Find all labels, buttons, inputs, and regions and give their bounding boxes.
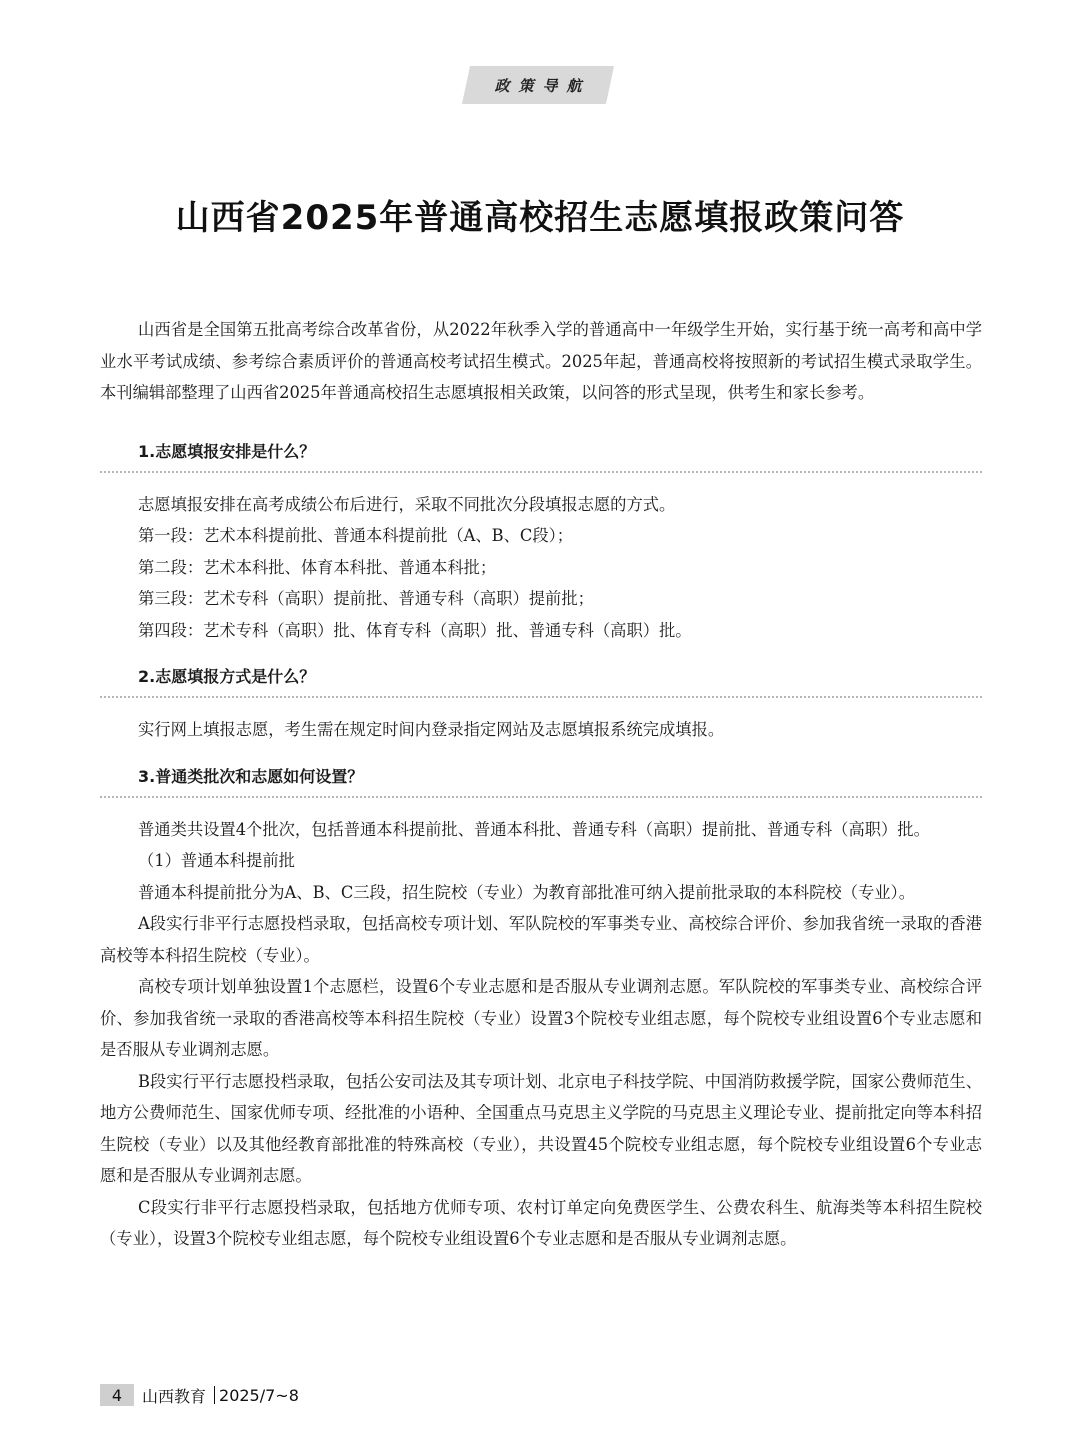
question-heading: 1.志愿填报安排是什么？ [138, 441, 316, 461]
question-heading: 2.志愿填报方式是什么？ [138, 667, 316, 686]
paragraph: B段实行平行志愿投档录取，包括公安司法及其专项计划、北京电子科技学院、中国消防救援学院，国家公费师范生、地方公费师范生、国家优师专项、经批准的小语种、全国重点马克思主义学院的马克思主义理论专业、提前批定向等本科招生院校（专业）以及其他经教育部批准的特殊高校（专业），共设置45个院校专业组志愿，每个院校专业组设置6个专业志愿和是否服从专业调剂志愿。 [100, 1071, 982, 1185]
paragraph: 第二段：艺术本科批、体育本科批、普通本科批； [138, 557, 497, 577]
section-label: 政策导航 [494, 76, 591, 95]
intro [100, 314, 982, 409]
paragraph: C段实行非平行志愿投档录取，包括地方优师专项、农村订单定向免费医学生、公费农科生、航海类等本科招生院校（专业），设置3个院校专业组志愿，每个院校专业组设置6个专业志愿和是否服从专业调剂志愿。 [100, 1197, 982, 1248]
paragraph: （1）普通本科提前批 [138, 851, 295, 870]
paragraph: 普通本科提前批分为A、B、C三段，招生院校（专业）为教育部批准可纳入提前批录取的本科院校（专业）。 [138, 882, 915, 902]
paragraph: 第一段：艺术本科提前批、普通本科提前批（A、B、C段）； [138, 526, 574, 545]
paragraph: 实行网上填报志愿，考生需在规定时间内登录指定网站及志愿填报系统完成填报。 [138, 720, 725, 739]
magazine-name: 山西教育 [142, 1386, 207, 1406]
page-title: 山西省2025年普通高校招生志愿填报政策问答 [175, 198, 905, 238]
paragraph: A段实行非平行志愿投档录取，包括高校专项计划、军队院校的军事类专业、高校综合评价、参加我省统一录取的香港高校等本科招生院校（专业）。 [100, 914, 982, 965]
paragraph: 高校专项计划单独设置1个志愿栏，设置6个专业志愿和是否服从专业调剂志愿。军队院校的军事类专业、高校综合评价、参加我省统一录取的香港高校等本科招生院校（专业）设置3个院校专业组志愿，每个院校专业组设置6个专业志愿和是否服从专业调剂志愿。 [100, 977, 982, 1059]
question-section [100, 439, 982, 647]
question-section [100, 764, 982, 1255]
paragraph: 志愿填报安排在高考成绩公布后进行，采取不同批次分段填报志愿的方式。 [138, 494, 676, 514]
question-section [100, 664, 982, 746]
paragraph: 第四段：艺术专科（高职）批、体育专科（高职）批、普通专科（高职）批。 [138, 620, 692, 640]
paragraph: 第三段：艺术专科（高职）提前批、普通专科（高职）提前批； [138, 589, 594, 608]
page-footer [100, 1384, 299, 1406]
article-body [100, 314, 982, 1255]
divider [100, 796, 982, 798]
paragraph: 普通类共设置4个批次，包括普通本科提前批、普通本科批、普通专科（高职）提前批、普通专科（高职）批。 [138, 819, 930, 839]
footer-divider [214, 1386, 215, 1404]
section-tab [471, 66, 605, 104]
issue-number: 2025/7~8 [219, 1385, 299, 1405]
page-number: 4 [100, 1384, 134, 1406]
question-heading: 3.普通类批次和志愿如何设置？ [138, 766, 364, 786]
intro-paragraph: 山西省是全国第五批高考综合改革省份，从2022年秋季入学的普通高中一年级学生开始，实行基于统一高考和高中学业水平考试成绩、参考综合素质评价的普通高校考试招生模式。2025年起，普通高校将按照新的考试招生模式录取学生。本刊编辑部整理了山西省2025年普通高校招生志愿填报相关政策，以问答的形式呈现，供考生和家长参考。 [100, 320, 982, 402]
divider [100, 696, 982, 698]
divider [100, 471, 982, 473]
